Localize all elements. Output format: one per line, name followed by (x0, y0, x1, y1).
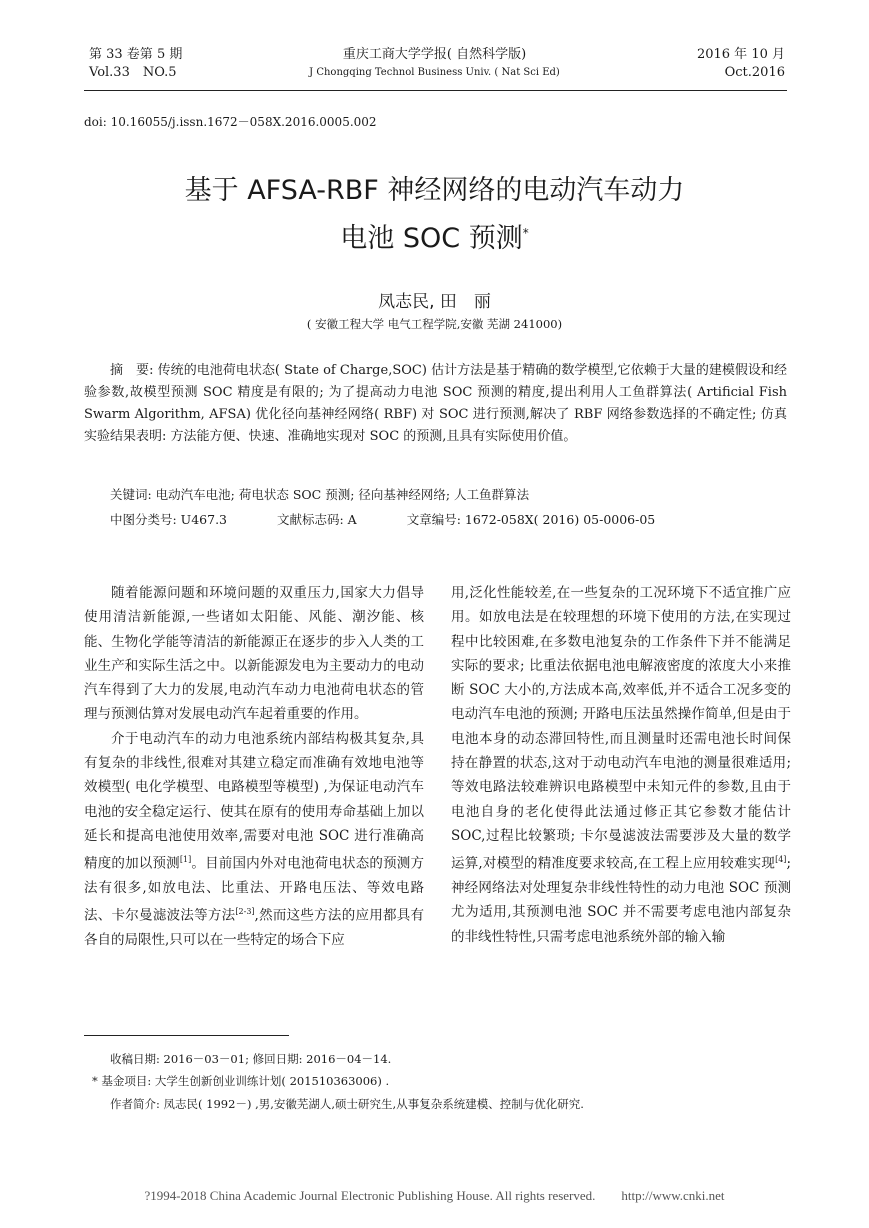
header-divider (84, 90, 787, 91)
footnote-author-bio: 作者简介: 凤志民( 1992－) ,男,安徽芜湖人,硕士研究生,从事复杂系统建模、控制与优化研究. (110, 1097, 584, 1111)
paragraph-text: 用,泛化性能较差,在一些复杂的工况环境下不适宜推广应用。如放电法是在较理想的环境下使用的方法,在实现过程中比较困难,在多数电池复杂的工作条件下并不能满足实际的要求; 比重法依据电池电解液密度的浓度大小来推断 SOC 大小的,方法成本高,效率低,并不适合工况多变的电动汽车电池的预测; 开路电压法虽然操作简单,但是由于电池本身的动态滞回特性,而且测量时还需电池长时间保持在静置的状态,这对于动电动汽车电池的测量很难适用; 等效电路法较难辨识电路模型中未知元件的参数,且由于电池自身的老化使得此法通过修正其它参数才能估计 SOC,过程比较繁琐; 卡尔曼滤波法需要涉及大量的数学运算,对模型的精准度要求较高,在工程上应用较难实现 (451, 585, 791, 872)
title-line-2 (0, 212, 869, 260)
title-footnote-mark: * (522, 226, 529, 240)
paragraph (84, 727, 424, 953)
date-cn: 2016 年 10 月 (696, 47, 785, 62)
abstract: 摘 要: 传统的电池荷电状态( State of Charge,SOC) 估计方法是基于精确的数学模型,它依赖于大量的建模假设和经验参数,故模型预测 SOC 精度是有限的; 为了提高动力电池 SOC 预测的精度,提出利用人工鱼群算法( Artificial Fish Swarm Algorithm, AFSA) 优化径向基神经网络( RBF) 对 SOC 进行预测,解决了 RBF 网络参数选择的不确定性; 仿真实验结果表明: 方法能方便、快速、准确地实现对 SOC 的预测,且具有实际使用价值。 (84, 363, 787, 444)
clc-number: 中图分类号: U467.3 (110, 512, 228, 527)
paragraph-text: 。目前国内外对电池荷电状态的预测方法有很多,如放电法、比重法、开路电压法、等效电路法、卡尔曼滤波法等方法 (84, 855, 425, 924)
footnote-received: 收稿日期: 2016－03－01; 修回日期: 2016－04－14. (110, 1052, 392, 1066)
document-code: 文献标志码: A (277, 512, 357, 527)
body-column-left (84, 581, 424, 952)
journal-name-cn: 重庆工商大学学报( 自然科学版) (342, 47, 527, 62)
journal-name-en: J Chongqing Technol Business Univ. ( Nat Sci Ed) (309, 67, 560, 78)
copyright-notice: ?1994-2018 China Academic Journal Electronic Publishing House. All rights reserved. http://www.cnki.net (144, 1188, 725, 1203)
paper-title (0, 170, 869, 260)
paragraph: 随着能源问题和环境问题的双重压力,国家大力倡导使用清洁新能源,一些诸如太阳能、风能、潮汐能、核能、生物化学能等清洁的新能源正在逐步的步入人类的工业生产和实际生活之中。以新能源发电为主要动力的电动汽车得到了大力的发展,电动汽车动力电池荷电状态的管理与预测估算对发展电动汽车起着重要的作用。 (84, 585, 424, 723)
paragraph-text: ; 神经网络法对处理复杂非线性特性的动力电池 SOC 预测尤为适用,其预测电池 SOC 并不需要考虑电池内部复杂的非线性特性,只需考虑电池系统外部的输入输 (451, 855, 791, 945)
issue-en: Vol.33 NO.5 (89, 65, 177, 80)
citation-ref: [4] (775, 855, 787, 865)
issue-cn: 第 33 卷第 5 期 (89, 47, 183, 62)
affiliation: ( 安徽工程大学 电气工程学院,安徽 芜湖 241000) (306, 317, 563, 331)
footnote-fund: * 基金项目: 大学生创新创业训练计划( 201510363006) . (92, 1074, 390, 1088)
keywords: 关键词: 电动汽车电池; 荷电状态 SOC 预测; 径向基神经网络; 人工鱼群算法 (110, 487, 530, 502)
body-column-right (451, 581, 791, 949)
title-line-2-text: 电池 SOC 预测 (340, 223, 523, 254)
footnote-divider (84, 1035, 289, 1036)
citation-ref: [2-3] (235, 907, 255, 917)
paragraph-text: ,然而这些方法的应用都具有各自的局限性,只可以在一些特定的场合下应 (84, 907, 425, 949)
title-line-1: 基于 AFSA-RBF 神经网络的电动汽车动力 (184, 175, 685, 206)
doi: doi: 10.16055/j.issn.1672－058X.2016.0005.002 (84, 115, 377, 129)
journal-date (697, 46, 785, 82)
authors: 凤志民, 田 丽 (378, 292, 491, 312)
article-number: 文章编号: 1672-058X( 2016) 05-0006-05 (406, 512, 656, 527)
classification-line (110, 510, 701, 530)
date-en: Oct.2016 (724, 65, 785, 80)
citation-ref: [1] (179, 855, 192, 865)
paragraph-text: 介于电动汽车的动力电池系统内部结构极其复杂,具有复杂的非线性,很难对其建立稳定而准确有效地电池等效模型( 电化学模型、电路模型等模型) ,为保证电动汽车电池的安全稳定运行、使其在原有的使用寿命基础上加以延长和提高电池使用效率,需要对电池 SOC 进行准确高精度的加以预测 (84, 730, 424, 872)
paragraph (451, 581, 791, 949)
